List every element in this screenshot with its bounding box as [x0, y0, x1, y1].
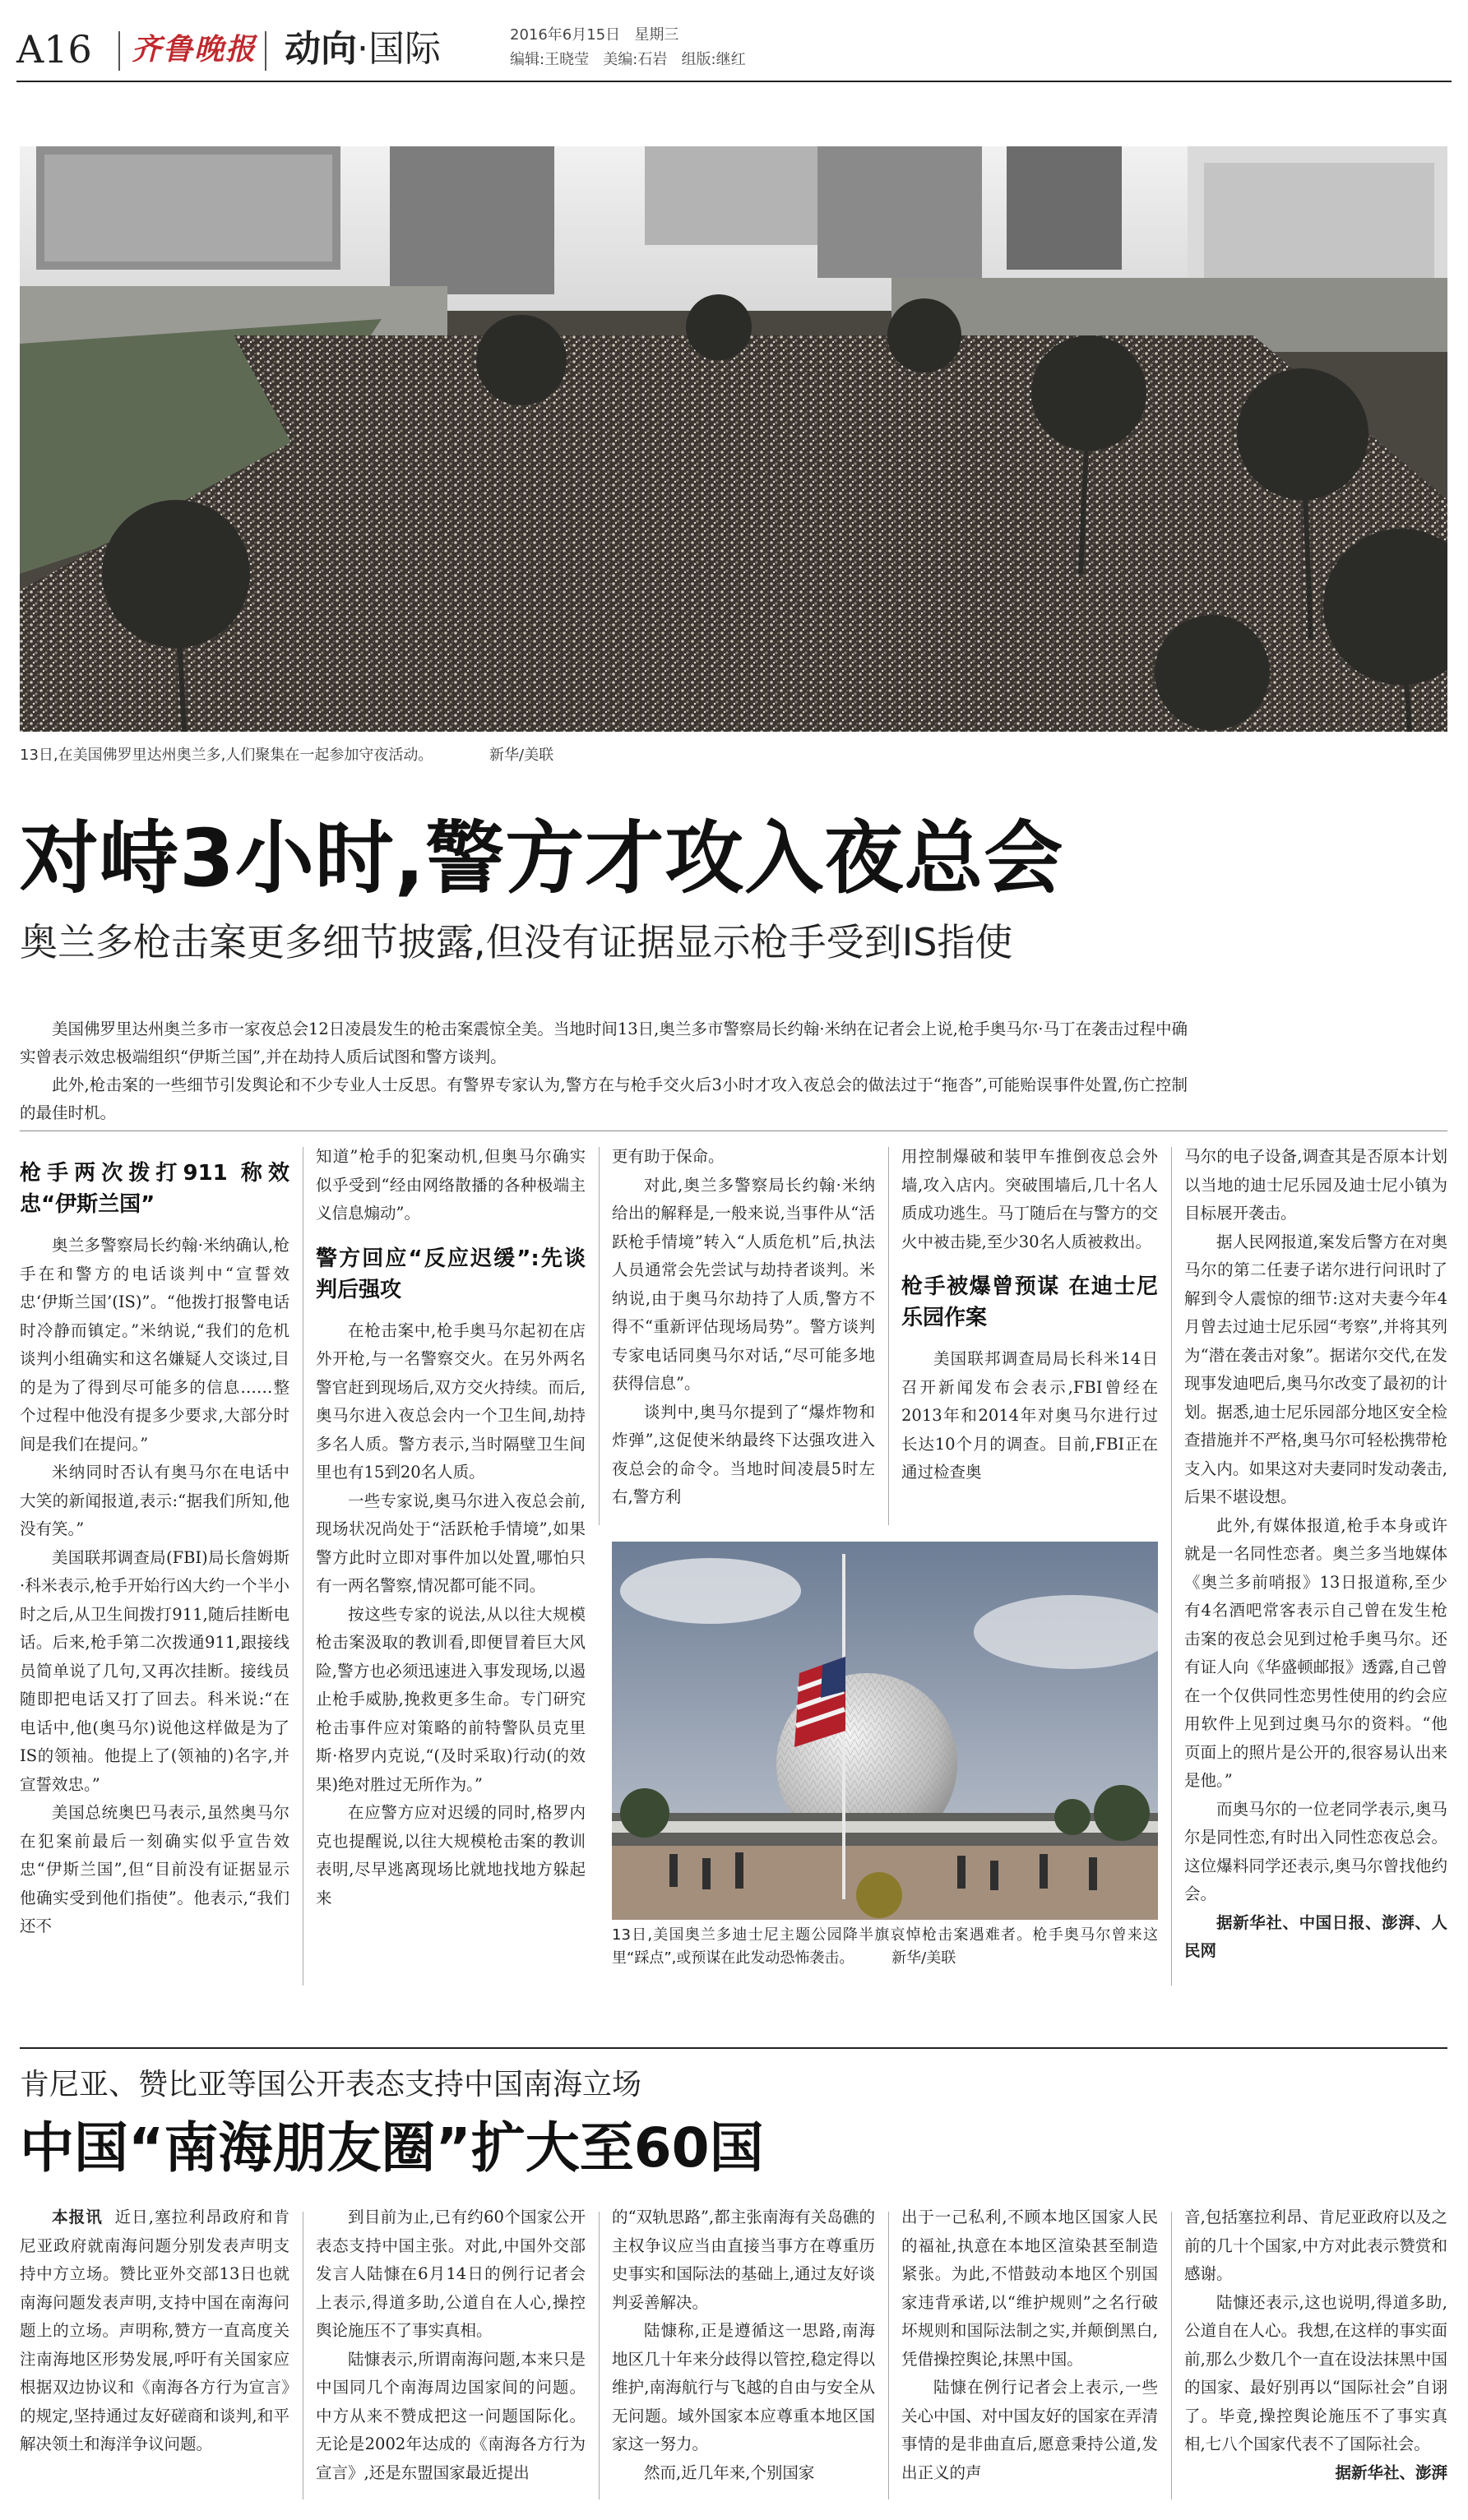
main-col-2 [316, 1143, 586, 1998]
epcot-credit: 新华/美联 [891, 1949, 956, 1967]
paper-logo: 齐鲁晚报 [132, 32, 257, 67]
column-divider [1171, 2212, 1172, 2499]
editor-credit: 编辑:王晓莹 [510, 51, 590, 68]
second-headline: 中国“南海朋友圈”扩大至60国 [20, 2116, 764, 2180]
col1-paragraph: 美国总统奥巴马表示,虽然奥马尔在犯案前最后一刻确实似乎宣告效忠“伊斯兰国”,但“目前没有证据显示他确实受到他们指使”。他表示,“我们还不 [20, 1803, 289, 1935]
second-col2-paragraph: 到目前为止,已有约60个国家公开表态支持中国主张。对此,中国外交部发言人陆慷在6月14日的例行记者会上表示,得道多助,公道自在人心,操控舆论施压不了事实真相。 [316, 2208, 586, 2340]
column-divider [888, 1147, 889, 1525]
epcot-flag-image [612, 1542, 1158, 1920]
main-col-1 [20, 1143, 289, 1998]
section-title [285, 25, 441, 74]
masthead-divider [118, 31, 120, 71]
lead-paragraph: 此外,枪击案的一些细节引发舆论和不少专业人士反思。有警界专家认为,警方在与枪手交火后3小时才攻入夜总会的做法过于“拖沓”,可能贻误事件处置,伤亡控制的最佳时机。 [20, 1075, 1188, 1122]
col4-intro: 用控制爆破和装甲车推倒夜总会外墙,攻入店内。突破围墙后,几十名人质成功逃生。马丁随后在与警方的交火中被击毙,至少30名人质被救出。 [901, 1147, 1158, 1251]
col3-paragraph: 谈判中,奥马尔提到了“爆炸物和炸弹”,这促使米纳最终下达强攻进入夜总会的命令。当地时间凌晨5时左右,警方利 [612, 1402, 875, 1506]
layout-credit: 组版:继红 [681, 51, 746, 68]
main-col-4 [901, 1143, 1158, 1521]
col1-heading: 枪手两次拨打911 称效忠“伊斯兰国” [20, 1161, 289, 1217]
second-col-2 [316, 2203, 586, 2512]
section-title-dot: · [357, 28, 368, 70]
col4-paragraph: 美国联邦调查局局长科米14日召开新闻发布会表示,FBI曾经在2013年和2014年对奥马尔进行过长达10个月的调查。目前,FBI正在通过检查奥 [901, 1349, 1158, 1482]
top-photo-caption-text: 13日,在美国佛罗里达州奥兰多,人们聚集在一起参加守夜活动。 [20, 747, 433, 764]
main-col-5 [1184, 1143, 1447, 1998]
col5-paragraph: 据人民网报道,案发后警方在对奥马尔的第二任妻子诺尔进行问讯时了解到令人震惊的细节:这对夫妻今年4月曾去过迪士尼乐园“考察”,并将其列为“潜在袭击对象”。据诺尔交代,在发现事发迪吧后,奥马尔改变了最初的计划。据悉,迪士尼乐园部分地区安全检查措施并不严格,奥马尔可轻松携带枪支入内。如果这对夫妻同时发动袭击,后果不堪设想。 [1184, 1232, 1447, 1506]
crowd-vigil-image [20, 146, 1447, 732]
second-col5-paragraph: 陆慷还表示,这也说明,得道多助,公道自在人心。我想,在这样的事实面前,那么少数几个一直在设法抹黑中国的国家、最好别再以“国际社会”自诩了。毕竟,操控舆论施压不了事实真相,七八个国家代表不了国际社会。 [1184, 2292, 1447, 2453]
column-divider [599, 1147, 600, 1525]
section-rule [20, 2047, 1447, 2049]
lead-paragraph: 美国佛罗里达州奥兰多市一家夜总会12日凌晨发生的枪击案震惊全美。当地时间13日,奥兰多市警察局长约翰·米纳在记者会上说,枪手奥马尔·马丁在袭击过程中确实曾表示效忠极端组织“伊斯兰国”,并在劫持人质后试图和警方谈判。 [20, 1020, 1188, 1066]
art-credit: 美编:石岩 [603, 51, 668, 68]
second-col-5 [1184, 2203, 1447, 2512]
column-divider [599, 2212, 600, 2499]
main-lead [20, 1015, 1188, 1139]
col5-intro: 马尔的电子设备,调查其是否原本计划以当地的迪士尼乐园及迪士尼小镇为目标展开袭击。 [1184, 1147, 1447, 1223]
col2-paragraph: 按这些专家的说法,从以往大规模枪击案汲取的教训看,即便冒着巨大风险,警方也必须迅速进入事发现场,以遏止枪手威胁,挽救更多生命。专门研究枪击事件应对策略的前特警队员克里斯·格罗内克说,“(及时采取)行动(的效果)绝对胜过无所作为。” [316, 1604, 586, 1794]
column-divider [1171, 1147, 1172, 1986]
masthead-date [510, 25, 678, 46]
masthead-credits [510, 49, 746, 71]
col3-paragraph: 对此,奥兰多警察局长约翰·米纳给出的解释是,一般来说,当事件从“活跃枪手情境”转入“人质危机”后,执法人员通常会先尝试与劫持者谈判。米纳说,由于奥马尔劫持了人质,警方不得不“重新评估现场局势”。警方谈判专家电话同奥马尔对话,“尽可能多地获得信息”。 [612, 1175, 875, 1393]
byline: 本报讯 [52, 2208, 103, 2226]
col1-paragraph: 美国联邦调查局(FBI)局长詹姆斯·科米表示,枪手开始行凶大约一个半小时之后,从卫生间拨打911,随后挂断电话。后来,枪手第二次拨通911,跟接线员简单说了几句,又再次挂断。接线员随即把电话又打了回去。科米说:“在电话中,他(奥马尔)说他这样做是为了IS的领袖。他提上了(领袖的)名字,并宣誓效忠。” [20, 1547, 289, 1794]
section-title-a: 动向 [285, 28, 357, 70]
weekday: 星期三 [634, 26, 679, 44]
top-photo-caption [20, 745, 553, 766]
main-subheadline: 奥兰多枪击案更多细节披露,但没有证据显示枪手受到IS指使 [20, 920, 1013, 964]
second-col4-intro: 出于一己私利,不顾本地区国家人民的福祉,执意在本地区渲染甚至制造紧张。为此,不惜鼓动本地区个别国家违背承诺,以“维护规则”之名行破坏规则和国际法制之实,并颠倒黑白,凭借操控舆论,抹黑中国。 [901, 2208, 1158, 2369]
column-divider [888, 2212, 889, 2499]
second-col5-source: 据新华社、澎湃 [1335, 2462, 1447, 2482]
page-number: A16 [16, 27, 92, 72]
second-col3-paragraph: 然而,近几年来,个别国家 [644, 2462, 815, 2482]
main-headline: 对峙3小时,警方才攻入夜总会 [20, 812, 1064, 904]
col2-paragraph: 一些专家说,奥马尔进入夜总会前,现场状况尚处于“活跃枪手情境”,如果警方此时立即对事件加以处置,哪怕只有一两名警察,情况都可能不同。 [316, 1491, 586, 1595]
col2-heading: 警方回应“反应迟缓”:先谈判后强攻 [316, 1246, 586, 1302]
col1-paragraph: 米纳同时否认有奥马尔在电话中大笑的新闻报道,表示:“据我们所知,他没有笑。” [20, 1463, 289, 1538]
col5-paragraph: 而奥马尔的一位老同学表示,奥马尔是同性恋,有时出入同性恋夜总会。这位爆料同学还表示,奥马尔曾找他约会。 [1184, 1799, 1447, 1903]
col5-paragraph: 此外,有媒体报道,枪手本身或许就是一名同性恋者。奥兰多当地媒体《奥兰多前哨报》13日报道称,至少有4名酒吧常客表示自己曾在发生枪击案的夜总会见到过枪手奥马尔。还有证人向《华盛顿邮报》透露,自己曾在一个仅供同性恋男性使用的约会应用软件上见到过奥马尔的资料。“他页面上的照片是公开的,很容易认出来是他。” [1184, 1515, 1447, 1790]
top-photo [20, 146, 1447, 732]
second-col-4 [901, 2203, 1158, 2512]
col3-intro: 更有助于保命。 [612, 1147, 725, 1166]
col2-paragraph: 在枪击案中,枪手奥马尔起初在店外开枪,与一名警察交火。在另外两名警官赶到现场后,双方交火持续。而后,奥马尔进入夜总会内一个卫生间,劫持多名人质。警方表示,当时隔壁卫生间里也有15到20名人质。 [316, 1320, 586, 1482]
second-col3-paragraph: 陆慷称,正是遵循这一思路,南海地区几十年来分歧得以管控,稳定得以维护,南海航行与飞越的自由与安全从无问题。域外国家本应尊重本地区国家这一努力。 [612, 2321, 875, 2453]
second-col5-intro: 音,包括塞拉利昂、肯尼亚政府以及之前的几十个国家,中方对此表示赞赏和感谢。 [1184, 2208, 1447, 2283]
section-title-b: 国际 [368, 28, 441, 70]
col2-intro: 知道”枪手的犯案动机,但奥马尔确实似乎受到“经由网络散播的各种极端主义信息煽动”。 [316, 1147, 586, 1223]
second-kicker: 肯尼亚、赞比亚等国公开表态支持中国南海立场 [20, 2068, 642, 2102]
col1-paragraph: 奥兰多警察局长约翰·米纳确认,枪手在和警方的电话谈判中“宣誓效忠‘伊斯兰国’(IS)”。“他拨打报警电话时冷静而镇定。”米纳说,“我们的危机谈判小组确实和这名嫌疑人交谈过,目的是为了得到尽可能多的信息……整个过程中他没有提多少要求,大部分时间是我们在提问。” [20, 1236, 289, 1454]
main-col-3 [612, 1143, 875, 1521]
top-photo-credit: 新华/美联 [489, 747, 554, 764]
epcot-photo [612, 1542, 1158, 1920]
col5-source: 据新华社、中国日报、澎湃、人民网 [1184, 1912, 1447, 1960]
masthead-divider [265, 31, 266, 71]
second-col4-paragraph: 陆慷在例行记者会上表示,一些关心中国、对中国友好的国家在弄清事情的是非曲直后,愿意秉持公道,发出正义的声 [901, 2378, 1158, 2482]
second-col2-paragraph: 陆慷表示,所谓南海问题,本来只是中国同几个南海周边国家间的问题。中方从来不赞成把这一问题国际化。无论是2002年达成的《南海各方行为宣言》,还是东盟国家最近提出 [316, 2349, 586, 2482]
masthead-rule [16, 81, 1452, 82]
second-col-3 [612, 2203, 875, 2512]
second-col-1 [20, 2203, 289, 2512]
date: 2016年6月15日 [510, 26, 621, 44]
col2-paragraph: 在应警方应对迟缓的同时,格罗内克也提醒说,以往大规模枪击案的教训表明,尽早逃离现场比就地找地方躲起来 [316, 1803, 586, 1907]
epcot-caption: 13日,美国奥兰多迪士尼主题公园降半旗哀悼枪击案遇难者。枪手奥马尔曾来这里“踩点”,或预谋在此发动恐怖袭击。 [612, 1926, 1158, 1967]
second-col1-paragraph [20, 2203, 289, 2459]
epcot-photo-caption [612, 1924, 1158, 1990]
second-col1-text: 近日,塞拉利昂政府和肯尼亚政府就南海问题分别发表声明支持中方立场。赞比亚外交部13日也就南海问题发表声明,支持中国在南海问题上的立场。声明称,赞方一直高度关注南海地区形势发展,呼吁有关国家应根据双边协议和《南海各方行为宣言》的规定,坚持通过友好磋商和谈判,和平解决领土和海洋争议问题。 [20, 2208, 289, 2453]
second-col3-intro: 的“双轨思路”,都主张南海有关岛礁的主权争议应当由直接当事方在尊重历史事实和国际法的基础上,通过友好谈判妥善解决。 [612, 2208, 875, 2312]
epcot-caption-text [612, 1924, 1158, 1970]
col4-heading: 枪手被爆曾预谋 在迪士尼乐园作案 [901, 1274, 1158, 1330]
